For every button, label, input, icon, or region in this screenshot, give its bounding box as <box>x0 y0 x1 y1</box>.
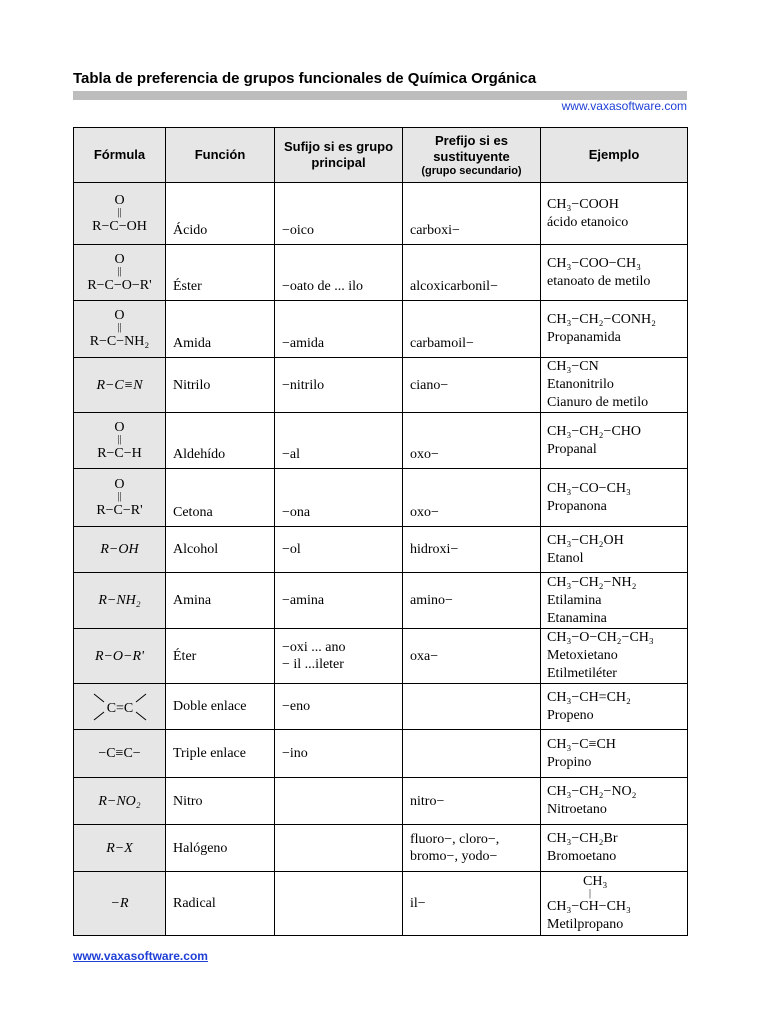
ejemplo-branch: CH₃ <box>583 873 608 889</box>
table-row <box>74 183 688 245</box>
ejemplo-cell <box>541 469 688 527</box>
funcion-cell: Amida <box>166 301 275 358</box>
prefijo-line: bromo−, yodo− <box>410 849 498 864</box>
ejemplo-name: Metoxietano <box>547 648 618 663</box>
funcion-cell: Éter <box>166 629 275 684</box>
sufijo-line: − il ...ileter <box>282 657 344 672</box>
funcion-cell: Ácido <box>166 183 275 245</box>
ejemplo-formula: CH₃−CH₂−NH₂ <box>547 574 637 590</box>
ejemplo-cell <box>541 778 688 825</box>
table-row <box>74 629 688 684</box>
prefijo-cell: il− <box>403 872 541 936</box>
formula-main: R−C−O−R' <box>87 277 152 293</box>
ejemplo-formula: CH₃−CH₂Br <box>547 831 618 846</box>
funcion-cell: Triple enlace <box>166 730 275 778</box>
formula-cell <box>74 684 166 730</box>
funcion-cell: Alcohol <box>166 527 275 573</box>
sufijo-cell: −oato de ... ilo <box>275 245 403 301</box>
ejemplo-name: Propino <box>547 754 592 770</box>
formula-cell: R−C≡N <box>74 358 166 413</box>
carbonyl-oxygen: O <box>114 419 125 435</box>
ejemplo-formula: CH₃−O−CH₂−CH₃ <box>547 630 654 645</box>
page-title: Tabla de preferencia de grupos funcionales de Química Orgánica <box>73 70 537 87</box>
funcion-cell: Éster <box>166 245 275 301</box>
header-prefijo-label: Prefijo si es sustituyente <box>433 132 510 164</box>
ejemplo-name: Metilpropano <box>547 916 624 932</box>
formula-main: R−C−H <box>97 445 142 461</box>
double-bond: || <box>117 265 122 277</box>
funcion-cell: Aldehído <box>166 413 275 469</box>
ejemplo-cell <box>541 413 688 469</box>
alkene-formula: C=C <box>106 700 133 716</box>
carbonyl-oxygen: O <box>114 308 125 323</box>
table-row <box>74 730 688 778</box>
sufijo-cell: −ol <box>275 527 403 573</box>
formula-cell: R−OH <box>74 527 166 573</box>
funcion-cell: Radical <box>166 872 275 936</box>
funcion-cell: Cetona <box>166 469 275 527</box>
sufijo-cell: −oico <box>275 183 403 245</box>
header-sufijo: Sufijo si es grupo principal <box>275 128 403 183</box>
formula-cell: R−X <box>74 825 166 872</box>
header-ejemplo: Ejemplo <box>541 128 688 183</box>
ejemplo-formula: CH₃−COOH <box>547 196 619 212</box>
prefijo-cell: ciano− <box>403 358 541 413</box>
table-row <box>74 778 688 825</box>
prefijo-cell: oxo− <box>403 413 541 469</box>
table-row <box>74 358 688 413</box>
funcion-cell: Doble enlace <box>166 684 275 730</box>
ejemplo-name: Etanonitrilo <box>547 377 614 392</box>
sufijo-cell <box>275 629 403 684</box>
ejemplo-formula: CH₃−CH₂−NO₂ <box>547 784 637 799</box>
functional-groups-table <box>73 127 688 936</box>
ejemplo-name: ácido etanoico <box>547 214 629 230</box>
prefijo-cell <box>403 684 541 730</box>
carbonyl-oxygen: O <box>114 251 125 267</box>
table-row <box>74 301 688 358</box>
website-link-bottom[interactable]: www.vaxasoftware.com <box>73 949 208 963</box>
sufijo-cell <box>275 778 403 825</box>
ejemplo-branch-bond: | <box>589 887 592 899</box>
ejemplo-formula: CH₃−CH₂−CONH₂ <box>547 312 656 327</box>
table-row <box>74 684 688 730</box>
funcion-cell: Amina <box>166 573 275 629</box>
ejemplo-name: Propeno <box>547 707 594 723</box>
ejemplo-name: etanoato de metilo <box>547 273 651 289</box>
ejemplo-name: Nitroetano <box>547 802 607 817</box>
prefijo-cell <box>403 825 541 872</box>
ejemplo-name: Bromoetano <box>547 849 617 864</box>
funcion-cell: Nitrilo <box>166 358 275 413</box>
table-row <box>74 413 688 469</box>
sufijo-cell <box>275 872 403 936</box>
formula-cell <box>74 413 166 469</box>
header-prefijo-sub: (grupo secundario) <box>421 164 522 177</box>
ejemplo-formula: CH₃−CH₂OH <box>547 532 624 548</box>
ejemplo-formula: CH₃−CH−CH₃ <box>547 898 631 914</box>
ejemplo-name: Propanamida <box>547 330 621 345</box>
ejemplo-cell <box>541 358 688 413</box>
ejemplo-cell <box>541 245 688 301</box>
ejemplo-name: Propanona <box>547 498 607 514</box>
sufijo-cell <box>275 825 403 872</box>
ejemplo-cell <box>541 730 688 778</box>
prefijo-cell: hidroxi− <box>403 527 541 573</box>
ejemplo-name-alt: Etilmetiléter <box>547 666 617 681</box>
ejemplo-formula: CH₃−CH₂−CHO <box>547 423 642 439</box>
formula-cell: −R <box>74 872 166 936</box>
sufijo-cell: −amida <box>275 301 403 358</box>
carbonyl-oxygen: O <box>114 476 125 492</box>
ejemplo-formula: CH₃−CN <box>547 359 599 374</box>
table-row <box>74 825 688 872</box>
sufijo-cell: −eno <box>275 684 403 730</box>
prefijo-cell: oxo− <box>403 469 541 527</box>
header-funcion: Función <box>166 128 275 183</box>
website-link-top[interactable]: www.vaxasoftware.com <box>561 99 687 113</box>
double-bond: || <box>117 322 122 333</box>
sufijo-cell: −ona <box>275 469 403 527</box>
sufijo-cell: −nitrilo <box>275 358 403 413</box>
ejemplo-cell <box>541 573 688 629</box>
prefijo-cell <box>403 730 541 778</box>
formula-cell: R−NO₂ <box>74 778 166 825</box>
funcion-cell: Nitro <box>166 778 275 825</box>
prefijo-line: fluoro−, cloro−, <box>410 832 500 847</box>
formula-main: R−C−NH₂ <box>89 334 150 349</box>
prefijo-cell: nitro− <box>403 778 541 825</box>
sufijo-line: −oxi ... ano <box>282 640 346 655</box>
ejemplo-cell <box>541 872 688 936</box>
ejemplo-name: Etanol <box>547 550 584 566</box>
formula-cell: −C≡C− <box>74 730 166 778</box>
funcion-cell: Halógeno <box>166 825 275 872</box>
formula-main: R−C−R' <box>96 502 143 518</box>
table-row <box>74 527 688 573</box>
formula-cell <box>74 469 166 527</box>
prefijo-cell: alcoxicarbonil− <box>403 245 541 301</box>
ejemplo-formula: CH₃−COO−CH₃ <box>547 255 642 271</box>
formula-cell <box>74 183 166 245</box>
formula-cell: R−NH₂ <box>74 573 166 629</box>
formula-main: R−C−OH <box>92 218 147 234</box>
prefijo-cell: carboxi− <box>403 183 541 245</box>
carbonyl-oxygen: O <box>114 192 125 208</box>
formula-cell <box>74 245 166 301</box>
prefijo-cell: amino− <box>403 573 541 629</box>
table-header-row <box>74 128 688 183</box>
ejemplo-formula: CH₃−C≡CH <box>547 736 616 752</box>
sufijo-cell: −amina <box>275 573 403 629</box>
ejemplo-name: Etilamina <box>547 592 602 608</box>
formula-cell <box>74 301 166 358</box>
ejemplo-name-alt: Cianuro de metilo <box>547 395 649 410</box>
double-bond: || <box>117 206 122 218</box>
double-bond: || <box>117 433 122 445</box>
ejemplo-cell <box>541 527 688 573</box>
ejemplo-cell <box>541 183 688 245</box>
header-formula: Fórmula <box>74 128 166 183</box>
table-row <box>74 573 688 629</box>
prefijo-cell: oxa− <box>403 629 541 684</box>
table-row <box>74 245 688 301</box>
ejemplo-cell <box>541 301 688 358</box>
sufijo-cell: −ino <box>275 730 403 778</box>
header-prefijo <box>403 128 541 183</box>
prefijo-cell: carbamoil− <box>403 301 541 358</box>
ejemplo-formula: CH₃−CO−CH₃ <box>547 480 631 496</box>
sufijo-cell: −al <box>275 413 403 469</box>
table-row <box>74 872 688 936</box>
ejemplo-formula: CH₃−CH=CH₂ <box>547 689 631 705</box>
ejemplo-name: Propanal <box>547 441 597 457</box>
ejemplo-cell <box>541 684 688 730</box>
ejemplo-cell <box>541 629 688 684</box>
alkene-bonds-icon <box>92 692 148 722</box>
table-row <box>74 469 688 527</box>
double-bond: || <box>117 490 122 502</box>
formula-cell: R−O−R' <box>74 629 166 684</box>
ejemplo-cell <box>541 825 688 872</box>
ejemplo-name-alt: Etanamina <box>547 610 607 626</box>
